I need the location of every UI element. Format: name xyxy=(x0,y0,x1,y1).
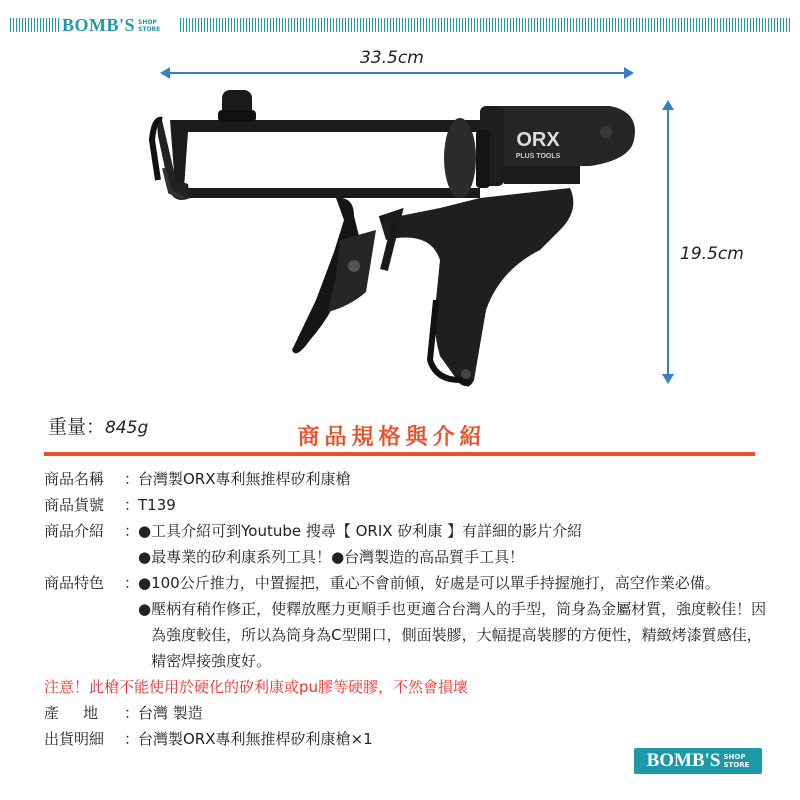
badge-brand-name: BOMB'S xyxy=(646,750,721,771)
intro-item: 工具介紹可到Youtube 搜尋【 ORIX 矽利康 】有詳細的影片介紹 xyxy=(151,522,583,540)
spec-label-code: 商品貨號 xyxy=(44,496,105,514)
spec-row-intro-2: ● 最專業的矽利康系列工具！●台灣製造的高品質手工具！ xyxy=(44,544,774,570)
feature-item: 100公斤推力，中置握把，重心不會前傾，好處是可以單手持握施打，高空作業必備。 xyxy=(151,574,720,592)
spec-value-shipping: 台灣製ORX專利無推桿矽利康槍×1 xyxy=(138,730,373,748)
brand-logo-badge xyxy=(634,748,762,774)
top-brand-strip xyxy=(0,14,800,36)
badge-sub-top: SHOP xyxy=(723,753,746,761)
spec-row-shipping: 出貨明細 ： 台灣製ORX專利無推桿矽利康槍×1 xyxy=(44,726,774,752)
length-dimension-arrow xyxy=(162,72,632,74)
spec-value-origin: 台灣 製造 xyxy=(138,704,203,722)
brand-name: BOMB'S xyxy=(62,15,136,35)
weight-label: 重量： xyxy=(48,416,106,438)
spec-row-code: 商品貨號 ： T139 xyxy=(44,492,774,518)
spec-label-intro: 商品介紹 xyxy=(44,522,105,540)
intro-item: 最專業的矽利康系列工具！●台灣製造的高品質手工具！ xyxy=(151,548,525,566)
brand-logo-small xyxy=(62,15,160,36)
height-dimension-arrow xyxy=(667,102,669,382)
length-dimension-label: 33.5cm xyxy=(360,48,424,68)
badge-sub-bottom: STORE xyxy=(723,761,750,769)
spec-value-code: T139 xyxy=(138,496,176,514)
spec-list xyxy=(44,466,774,752)
spec-label-origin: 產地 xyxy=(44,704,123,722)
section-title-wrapper xyxy=(0,420,800,451)
spec-label-features: 商品特色 xyxy=(44,574,105,592)
product-logo-tagline: PLUS TOOLS xyxy=(515,153,561,160)
caulking-gun-image xyxy=(140,80,660,400)
height-dimension-label: 19.5cm xyxy=(680,244,744,264)
spec-row-features-2: ● 壓柄有稍作修正，使釋放壓力更順手也更適合台灣人的手型，筒身為金屬材質，強度較佳！因為強度較佳，所以為筒身為C型開口，側面裝膠，大幅提高裝膠的方便性，精緻烤漆質感佳，精密焊接強度好。 xyxy=(44,596,774,674)
section-divider xyxy=(44,452,755,456)
spec-row-origin: 產地 ： 台灣 製造 xyxy=(44,700,774,726)
weight-value: 845g xyxy=(105,418,149,438)
section-title: 商品規格與介紹 xyxy=(297,425,487,450)
feature-item: 壓柄有稍作修正，使釋放壓力更順手也更適合台灣人的手型，筒身為金屬材質，強度較佳！因為強度較佳，所以為筒身為C型開口，側面裝膠，大幅提高裝膠的方便性，精緻烤漆質感佳，精密焊接強度好。 xyxy=(151,600,767,670)
product-logo-orx: ORX xyxy=(516,129,560,151)
spec-row-features: 商品特色 ： ● 100公斤推力，中置握把，重心不會前傾，好處是可以單手持握施打，高空作業必備。 xyxy=(44,570,774,596)
spec-label-shipping: 出貨明細 xyxy=(44,730,105,748)
barcode-decoration-right xyxy=(180,18,790,32)
barcode-decoration-left xyxy=(10,18,60,32)
spec-row-intro: 商品介紹 ： ● 工具介紹可到Youtube 搜尋【 ORIX 矽利康 】有詳細的影片介紹 xyxy=(44,518,774,544)
brand-sub-bottom: STORE xyxy=(138,25,161,33)
spec-value-name: 台灣製ORX專利無推桿矽利康槍 xyxy=(138,470,351,488)
brand-sub-top: SHOP xyxy=(138,18,157,26)
spec-label-name: 商品名稱 xyxy=(44,470,105,488)
warning-text: 注意！此槍不能使用於硬化的矽利康或pu膠等硬膠，不然會損壞 xyxy=(44,678,469,696)
spec-row-name: 商品名稱 ： 台灣製ORX專利無推桿矽利康槍 xyxy=(44,466,774,492)
